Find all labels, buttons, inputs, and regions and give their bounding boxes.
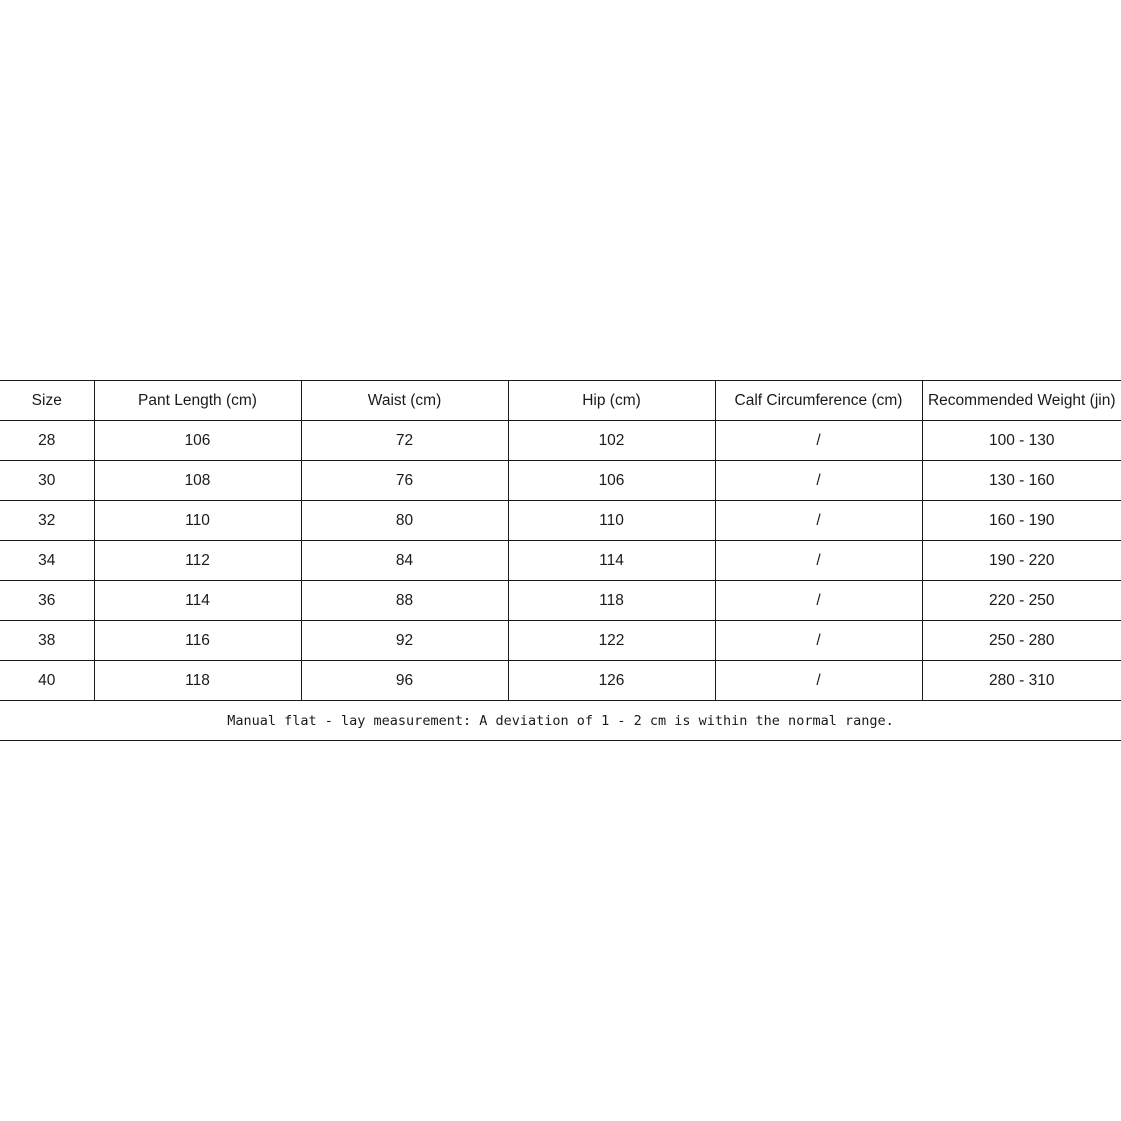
- header-waist: Waist (cm): [301, 381, 508, 421]
- cell-recommended-weight: 130 - 160: [922, 461, 1121, 501]
- cell-calf-circumference: /: [715, 661, 922, 701]
- cell-waist: 92: [301, 621, 508, 661]
- table-row: [0, 541, 1121, 581]
- cell-calf-circumference: /: [715, 581, 922, 621]
- cell-calf-circumference: /: [715, 501, 922, 541]
- cell-hip: 118: [508, 581, 715, 621]
- header-pant-length: Pant Length (cm): [94, 381, 301, 421]
- cell-pant-length: 112: [94, 541, 301, 581]
- cell-calf-circumference: /: [715, 421, 922, 461]
- cell-pant-length: 116: [94, 621, 301, 661]
- cell-waist: 84: [301, 541, 508, 581]
- cell-waist: 96: [301, 661, 508, 701]
- cell-calf-circumference: /: [715, 621, 922, 661]
- cell-waist: 72: [301, 421, 508, 461]
- cell-hip: 122: [508, 621, 715, 661]
- cell-pant-length: 110: [94, 501, 301, 541]
- size-chart-body: [0, 381, 1121, 741]
- table-row: [0, 661, 1121, 701]
- cell-size: 34: [0, 541, 94, 581]
- cell-hip: 110: [508, 501, 715, 541]
- cell-hip: 106: [508, 461, 715, 501]
- cell-recommended-weight: 250 - 280: [922, 621, 1121, 661]
- table-row: [0, 621, 1121, 661]
- table-row: [0, 501, 1121, 541]
- header-hip: Hip (cm): [508, 381, 715, 421]
- note-row: [0, 701, 1121, 741]
- cell-recommended-weight: 100 - 130: [922, 421, 1121, 461]
- header-calf-circumference: Calf Circumference (cm): [715, 381, 922, 421]
- cell-hip: 126: [508, 661, 715, 701]
- cell-hip: 102: [508, 421, 715, 461]
- cell-pant-length: 108: [94, 461, 301, 501]
- cell-pant-length: 114: [94, 581, 301, 621]
- cell-size: 40: [0, 661, 94, 701]
- cell-recommended-weight: 190 - 220: [922, 541, 1121, 581]
- size-chart-table: [0, 380, 1121, 741]
- header-size: Size: [0, 381, 94, 421]
- cell-recommended-weight: 160 - 190: [922, 501, 1121, 541]
- cell-hip: 114: [508, 541, 715, 581]
- cell-pant-length: 118: [94, 661, 301, 701]
- cell-waist: 88: [301, 581, 508, 621]
- cell-waist: 80: [301, 501, 508, 541]
- cell-waist: 76: [301, 461, 508, 501]
- cell-pant-length: 106: [94, 421, 301, 461]
- cell-calf-circumference: /: [715, 461, 922, 501]
- header-row: [0, 381, 1121, 421]
- measurement-note: Manual flat - lay measurement: A deviation of 1 - 2 cm is within the normal range.: [0, 701, 1121, 741]
- cell-recommended-weight: 280 - 310: [922, 661, 1121, 701]
- table-row: [0, 461, 1121, 501]
- cell-calf-circumference: /: [715, 541, 922, 581]
- cell-recommended-weight: 220 - 250: [922, 581, 1121, 621]
- cell-size: 36: [0, 581, 94, 621]
- cell-size: 38: [0, 621, 94, 661]
- cell-size: 32: [0, 501, 94, 541]
- cell-size: 28: [0, 421, 94, 461]
- table-row: [0, 421, 1121, 461]
- table-row: [0, 581, 1121, 621]
- header-recommended-weight: Recommended Weight (jin): [922, 381, 1121, 421]
- cell-size: 30: [0, 461, 94, 501]
